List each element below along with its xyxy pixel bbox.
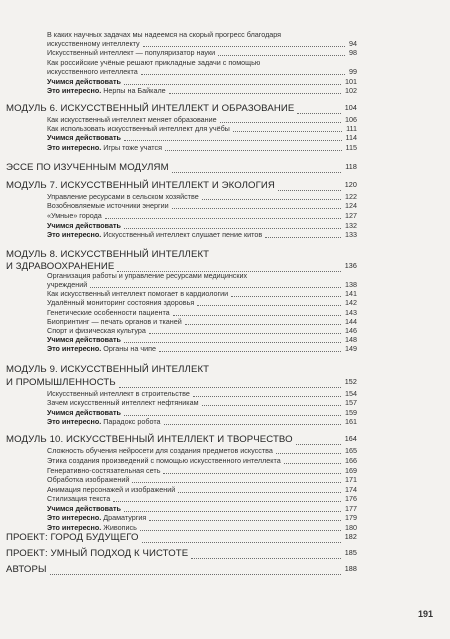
toc-entry-title: Как использовать искусственный интеллект для учёбы <box>47 124 230 133</box>
toc-page-number: 136 <box>344 261 357 270</box>
toc-entry-title: Спорт и физическая культура <box>47 326 146 335</box>
toc-page-number: 102 <box>345 86 357 95</box>
toc-leader-dots <box>169 93 341 94</box>
toc-entry-title: Как искусственный интеллект меняет образование <box>47 115 217 124</box>
toc-entry-title: Удалённый мониторинг состояния здоровья <box>47 298 195 307</box>
toc-entry-title: Генеративно-состязательная сеть <box>47 466 161 475</box>
toc-entry-row <box>0 485 450 494</box>
toc-leader-dots <box>164 424 341 425</box>
toc-entry-row <box>0 58 450 67</box>
toc-page-number: 152 <box>344 377 357 386</box>
toc-leader-dots <box>278 190 341 191</box>
toc-leader-dots <box>276 453 341 454</box>
toc-leader-dots <box>185 324 341 325</box>
toc-entry-title: Искусственный интеллект — популяризатор науки <box>47 48 216 57</box>
toc-page-number: 165 <box>345 446 357 455</box>
toc-entry-row <box>0 408 450 417</box>
toc-leader-dots <box>220 122 341 123</box>
toc-entry-title: Анимация персонажей и изображений <box>47 485 176 494</box>
toc-section-row <box>0 564 450 576</box>
toc-page-number: 144 <box>345 317 357 326</box>
toc-entry-row <box>0 446 450 455</box>
toc-leader-dots <box>142 542 341 543</box>
toc-page-number: 122 <box>345 192 357 201</box>
toc-leader-dots <box>172 172 341 173</box>
toc-page-number: 104 <box>344 103 357 112</box>
toc-page-number: 149 <box>345 344 357 353</box>
toc-entry-title: Организация работы и управление ресурсами медицинских <box>47 271 248 280</box>
toc-entry-row <box>0 192 450 201</box>
toc-section-title: АВТОРЫ <box>6 564 47 575</box>
toc-page-number: 111 <box>346 124 357 133</box>
toc-entry-title: Генетические особенности пациента <box>47 308 170 317</box>
toc-entry-title: Сложность обучения нейросети для создания предметов искусства <box>47 446 273 455</box>
toc-page-number: 182 <box>344 532 357 541</box>
toc-leader-dots <box>165 150 342 151</box>
toc-entry-title: искусственного интеллекта <box>47 67 138 76</box>
toc-section-title: ПРОЕКТ: УМНЫЙ ПОДХОД К ЧИСТОТЕ <box>6 548 189 559</box>
toc-leader-dots <box>197 305 341 306</box>
toc-leader-dots <box>50 574 341 575</box>
toc-entry-row <box>0 211 450 220</box>
toc-page-number: 179 <box>345 513 357 522</box>
toc-entry-subtitle: Живопись <box>101 523 137 532</box>
toc-section-row <box>0 548 450 560</box>
toc-page-number: 132 <box>345 221 357 230</box>
toc-page-number: 142 <box>345 298 357 307</box>
toc-entry-label: Учимся действовать <box>47 504 121 513</box>
toc-entry-title: Возобновляемые источники энергии <box>47 201 169 210</box>
toc-leader-dots <box>284 463 341 464</box>
toc-entry-row <box>0 398 450 407</box>
toc-page-number: 138 <box>345 280 357 289</box>
toc-entry-row <box>0 466 450 475</box>
toc-leader-dots <box>143 46 345 47</box>
toc-entry-title <box>47 133 121 142</box>
toc-leader-dots <box>132 482 341 483</box>
toc-entry-title: Как российские учёные решают прикладные задачи с помощью <box>47 58 261 67</box>
toc-leader-dots <box>193 396 341 397</box>
toc-section-title: МОДУЛЬ 6. ИСКУССТВЕННЫЙ ИНТЕЛЛЕКТ И ОБРАЗОВАНИЕ <box>6 103 295 114</box>
toc-leader-dots <box>163 473 341 474</box>
toc-section-title: И ЗДРАВООХРАНЕНИЕ <box>6 261 115 272</box>
toc-entry-label: Учимся действовать <box>47 77 121 86</box>
toc-entry-row <box>0 494 450 503</box>
toc-page-number: 180 <box>345 523 357 532</box>
toc-section-title: ЭССЕ ПО ИЗУЧЕННЫМ МОДУЛЯМ <box>6 162 169 173</box>
toc-entry-row <box>0 133 450 142</box>
toc-entry-row <box>0 280 450 289</box>
toc-entry-title: учреждений <box>47 280 88 289</box>
toc-entry-row <box>0 523 450 532</box>
toc-entry-row <box>0 317 450 326</box>
toc-entry-subtitle: Драматургия <box>101 513 147 522</box>
toc-entry-title: Зачем искусственный интеллект нефтяникам <box>47 398 199 407</box>
toc-page-number: 171 <box>345 475 357 484</box>
toc-section-title: МОДУЛЬ 10. ИСКУССТВЕННЫЙ ИНТЕЛЛЕКТ И ТВОРЧЕСТВО <box>6 434 293 445</box>
toc-entry-title: В каких научных задачах мы надеемся на скорый прогресс благодаря <box>47 30 282 39</box>
toc-page-number: 99 <box>349 67 357 76</box>
toc-page-number: 124 <box>345 201 357 210</box>
toc-page-number: 106 <box>345 115 357 124</box>
toc-leader-dots <box>265 237 341 238</box>
toc-entry-row <box>0 456 450 465</box>
toc-entry-title: искусственному интеллекту <box>47 39 140 48</box>
toc-entry-title <box>47 513 146 522</box>
toc-page-number: 146 <box>345 326 357 335</box>
toc-entry-subtitle: Органы на чипе <box>101 344 157 353</box>
toc-section-row <box>0 249 450 261</box>
toc-leader-dots <box>113 501 341 502</box>
toc-leader-dots <box>124 511 341 512</box>
toc-entry-label: Учимся действовать <box>47 408 121 417</box>
toc-entry-row <box>0 308 450 317</box>
toc-page-number: 98 <box>349 48 357 57</box>
toc-entry-row <box>0 513 450 522</box>
toc-entry-label: Это интересно. <box>47 230 102 239</box>
toc-entry-subtitle: Искусственный интеллект слушает пение китов <box>101 230 263 239</box>
toc-entry-row <box>0 417 450 426</box>
toc-page-number: 118 <box>345 162 357 171</box>
toc-entry-label: Это интересно. <box>47 344 102 353</box>
toc-entry-title: «Умные» города <box>47 211 102 220</box>
toc-page-number: 154 <box>345 389 357 398</box>
toc-entry-label: Это интересно. <box>47 417 102 426</box>
toc-section-row <box>0 103 450 115</box>
toc-entry-title <box>47 230 262 239</box>
toc-section-row <box>0 162 450 174</box>
toc-entry-label: Учимся действовать <box>47 133 121 142</box>
toc-leader-dots <box>124 140 342 141</box>
toc-leader-dots <box>119 387 341 388</box>
toc-entry-row <box>0 335 450 344</box>
toc-page-number: 114 <box>345 133 357 142</box>
toc-entry-label: Учимся действовать <box>47 221 121 230</box>
toc-leader-dots <box>149 333 341 334</box>
toc-page-number: 176 <box>345 494 357 503</box>
toc-page-number: 133 <box>345 230 357 239</box>
toc-page-number: 120 <box>344 180 357 189</box>
toc-entry-title <box>47 77 121 86</box>
toc-leader-dots <box>124 342 341 343</box>
toc-leader-dots <box>149 520 341 521</box>
toc-entry-row <box>0 124 450 133</box>
toc-page-number: 101 <box>345 77 357 86</box>
toc-entry-title: Как искусственный интеллект помогает в кардиологии <box>47 289 229 298</box>
toc-page-number: 185 <box>344 548 357 557</box>
toc-entry-row <box>0 143 450 152</box>
toc-entry-title <box>47 143 162 152</box>
toc-leader-dots <box>90 287 341 288</box>
toc-section-row <box>0 364 450 376</box>
toc-entry-title <box>47 86 166 95</box>
toc-section-row <box>0 180 450 192</box>
toc-entry-label: Учимся действовать <box>47 335 121 344</box>
toc-page-number: 161 <box>345 417 357 426</box>
toc-entry-row <box>0 230 450 239</box>
toc-entry-row <box>0 30 450 39</box>
toc-page-number: 141 <box>345 289 357 298</box>
toc-leader-dots <box>140 530 341 531</box>
toc-leader-dots <box>173 315 341 316</box>
toc-section-title: МОДУЛЬ 7. ИСКУССТВЕННЫЙ ИНТЕЛЛЕКТ И ЭКОЛОГИЯ <box>6 180 275 191</box>
toc-leader-dots <box>233 131 342 132</box>
toc-entry-title: Управление ресурсами в сельском хозяйстве <box>47 192 199 201</box>
toc-leader-dots <box>218 55 345 56</box>
toc-leader-dots <box>105 218 341 219</box>
toc-entry-row <box>0 504 450 513</box>
toc-section-title: МОДУЛЬ 8. ИСКУССТВЕННЫЙ ИНТЕЛЛЕКТ <box>6 249 210 260</box>
toc-section-row <box>0 377 450 389</box>
toc-leader-dots <box>296 444 341 445</box>
toc-leader-dots <box>202 405 341 406</box>
toc-leader-dots <box>191 558 341 559</box>
toc-entry-row <box>0 201 450 210</box>
page-number: 191 <box>418 609 434 619</box>
toc-page-number: 115 <box>345 143 357 152</box>
toc-entry-label: Это интересно. <box>47 523 102 532</box>
toc-entry-title: Этика создания произведений с помощью искусственного интеллекта <box>47 456 281 465</box>
toc-leader-dots <box>124 415 341 416</box>
toc-entry-label: Это интересно. <box>47 86 102 95</box>
toc-page-number: 164 <box>344 434 357 443</box>
toc-entry-row <box>0 271 450 280</box>
toc-entry-label: Это интересно. <box>47 143 102 152</box>
toc-page-number: 143 <box>345 308 357 317</box>
toc-entry-subtitle: Нерпы на Байкале <box>101 86 166 95</box>
toc-leader-dots <box>172 208 341 209</box>
toc-entry-row <box>0 39 450 48</box>
toc-entry-row <box>0 67 450 76</box>
toc-page-number: 166 <box>345 456 357 465</box>
toc-leader-dots <box>297 113 341 114</box>
toc-leader-dots <box>202 199 341 200</box>
toc-page-number: 148 <box>345 335 357 344</box>
toc-leader-dots <box>231 296 341 297</box>
toc-page-number: 177 <box>345 504 357 513</box>
toc-entry-row <box>0 389 450 398</box>
toc-entry-row <box>0 298 450 307</box>
toc-leader-dots <box>124 84 341 85</box>
toc-section-row <box>0 434 450 446</box>
toc-entry-title <box>47 335 121 344</box>
toc-entry-title <box>47 408 121 417</box>
toc-page-number: 127 <box>345 211 357 220</box>
toc-entry-title: Искусственный интеллект в строительстве <box>47 389 190 398</box>
toc-entry-title <box>47 221 121 230</box>
toc-leader-dots <box>178 492 341 493</box>
toc-entry-title <box>47 523 137 532</box>
toc-page-number: 94 <box>349 39 357 48</box>
toc-entry-subtitle: Игры тоже учатся <box>101 143 162 152</box>
toc-entry-row <box>0 289 450 298</box>
toc-entry-subtitle: Парадокс робота <box>101 417 161 426</box>
toc-page-number: 157 <box>345 398 357 407</box>
toc-page-number: 188 <box>344 564 357 573</box>
toc-entry-title: Стилизация текста <box>47 494 111 503</box>
toc-entry-row <box>0 115 450 124</box>
toc-leader-dots <box>124 228 341 229</box>
toc-page-number: 174 <box>345 485 357 494</box>
toc-entry-row <box>0 221 450 230</box>
toc-page-number: 169 <box>345 466 357 475</box>
toc-entry-label: Это интересно. <box>47 513 102 522</box>
toc-section-row <box>0 532 450 544</box>
toc-entry-title <box>47 344 156 353</box>
toc-section-title: И ПРОМЫШЛЕННОСТЬ <box>6 377 116 388</box>
toc-page-number: 159 <box>345 408 357 417</box>
toc-entry-title <box>47 417 161 426</box>
toc-entry-row <box>0 475 450 484</box>
toc-leader-dots <box>141 74 345 75</box>
toc-entry-row <box>0 48 450 57</box>
toc-entry-title: Обработка изображений <box>47 475 130 484</box>
toc-entry-row <box>0 77 450 86</box>
toc-leader-dots <box>159 351 341 352</box>
toc-section-title: ПРОЕКТ: ГОРОД БУДУЩЕГО <box>6 532 139 543</box>
toc-entry-title <box>47 504 121 513</box>
toc-section-title: МОДУЛЬ 9. ИСКУССТВЕННЫЙ ИНТЕЛЛЕКТ <box>6 364 210 375</box>
toc-entry-title: Биопринтинг — печать органов и тканей <box>47 317 182 326</box>
toc-entry-row <box>0 86 450 95</box>
toc-entry-row <box>0 344 450 353</box>
toc-entry-row <box>0 326 450 335</box>
